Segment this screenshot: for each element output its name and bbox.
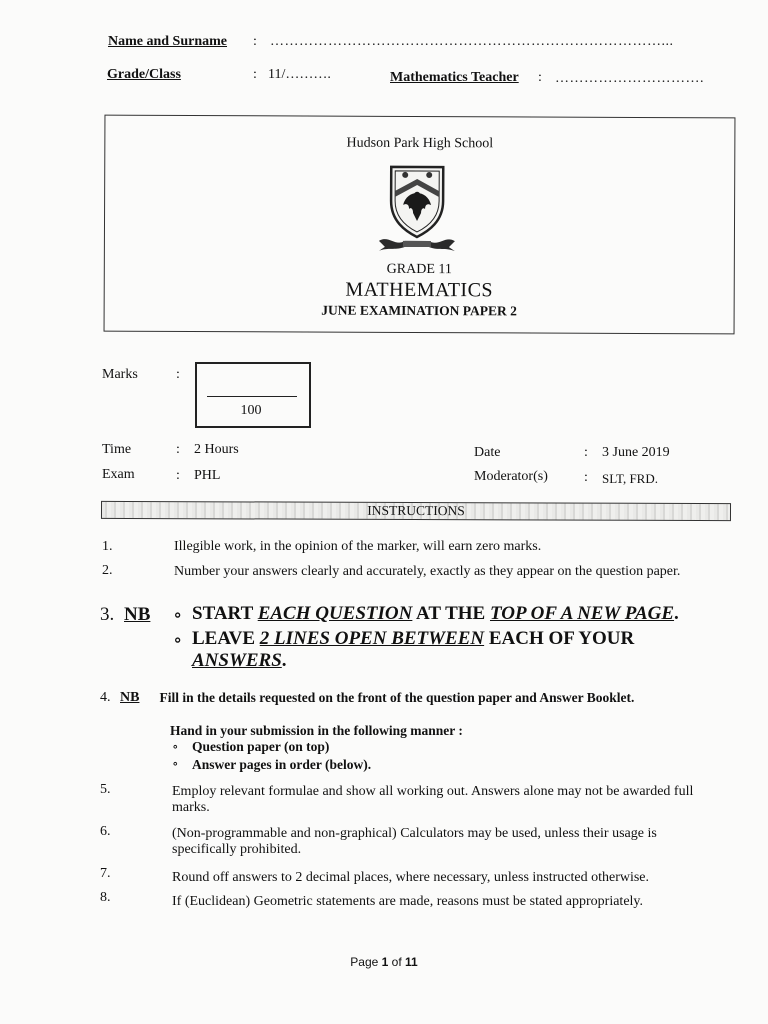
moderator-value: SLT, FRD. <box>602 471 658 486</box>
time-colon: : <box>176 442 180 457</box>
instruction-4-hand-in: Hand in your submission in the following manner : <box>170 723 463 738</box>
instruction-3b-emphasis-2: ANSWERS <box>192 650 282 671</box>
page-total: 11 <box>405 955 418 969</box>
grade-colon: : <box>253 67 257 82</box>
paper-heading: JUNE EXAMINATION PAPER 2 <box>321 302 517 319</box>
school-name: Hudson Park High School <box>346 135 494 152</box>
instruction-3a-emphasis-2: TOP OF A NEW PAGE <box>489 603 675 624</box>
instruction-4-text <box>146 690 666 705</box>
teacher-field[interactable]: …………………………. <box>555 71 704 86</box>
instruction-6-text: (Non-programmable and non-graphical) Calculators may be used, unless their usage is specifically prohibited. <box>172 826 657 857</box>
moderator-colon: : <box>584 470 588 485</box>
time-value: 2 Hours <box>194 442 239 457</box>
page-current: 1 <box>381 955 389 969</box>
marks-label: Marks <box>102 367 138 382</box>
bullet-icon: ∘ <box>172 756 179 771</box>
instruction-4-nb: NB <box>120 690 140 705</box>
teacher-colon: : <box>538 70 542 85</box>
instruction-4-bullet-b: Answer pages in order (below). <box>192 757 372 772</box>
grade-class-field[interactable]: 11/………. <box>268 67 331 82</box>
bullet-icon: ∘ <box>173 605 183 626</box>
instruction-2-number: 2. <box>102 563 113 578</box>
instruction-3a-emphasis: EACH QUESTION <box>257 603 413 624</box>
instruction-4-number: 4. <box>100 690 111 705</box>
date-value: 3 June 2019 <box>602 445 670 460</box>
instruction-3-number: 3. <box>100 604 115 625</box>
instructions-banner <box>101 501 731 521</box>
instruction-3b-emphasis: 2 LINES OPEN BETWEEN <box>259 628 485 649</box>
marks-fraction-line <box>207 396 297 397</box>
name-colon: : <box>253 34 257 49</box>
instruction-3-nb: NB <box>124 604 151 625</box>
subject-heading: MATHEMATICS <box>345 278 494 302</box>
instruction-5-number: 5. <box>100 782 111 797</box>
name-field[interactable]: ………………………………………………………………………... <box>270 34 674 49</box>
page-number <box>0 955 768 969</box>
marks-colon: : <box>176 367 180 382</box>
instructions-title: INSTRUCTIONS <box>367 502 465 519</box>
instruction-3b-text <box>192 628 634 650</box>
instruction-3a-mid: AT THE <box>412 603 490 624</box>
instruction-3a-end: . <box>674 603 679 624</box>
mathematics-teacher-label: Mathematics Teacher <box>390 70 519 85</box>
instruction-6-number: 6. <box>100 824 111 839</box>
date-colon: : <box>584 445 588 460</box>
instruction-4-body: Fill in the details requested on the front of the question paper and Answer Booklet. <box>159 690 635 705</box>
instruction-8-text: If (Euclidean) Geometric statements are made, reasons must be stated appropriately. <box>172 894 644 909</box>
school-crest-icon <box>375 161 459 251</box>
of-word: of <box>391 955 402 969</box>
instruction-4-bullet-a: Question paper (on top) <box>192 739 330 754</box>
instruction-7-number: 7. <box>100 866 111 881</box>
instruction-7-text: Round off answers to 2 decimal places, where necessary, unless instructed otherwise. <box>172 870 650 885</box>
instruction-3a-pre: START <box>192 603 258 624</box>
exam-value: PHL <box>194 468 221 483</box>
instruction-3a-text <box>192 603 679 625</box>
instruction-2-text: Number your answers clearly and accurately, exactly as they appear on the question paper. <box>174 564 681 579</box>
instruction-3b-pre: LEAVE <box>192 628 260 649</box>
exam-label: Exam <box>102 467 135 482</box>
instruction-1-text: Illegible work, in the opinion of the marker, will earn zero marks. <box>174 539 542 554</box>
date-label: Date <box>474 445 501 460</box>
instruction-3b-end: . <box>281 650 287 671</box>
title-box <box>104 115 736 335</box>
instruction-5-text: Employ relevant formulae and show all working out. Answers alone may not be awarded full marks. <box>172 784 694 815</box>
instruction-3b-continued <box>192 650 287 672</box>
bullet-icon: ∘ <box>172 739 179 754</box>
bullet-icon: ∘ <box>173 630 183 651</box>
marks-total: 100 <box>240 403 262 418</box>
page-word: Page <box>350 955 379 969</box>
instruction-3b-mid: EACH OF YOUR <box>484 628 635 649</box>
grade-class-label: Grade/Class <box>107 67 181 82</box>
time-label: Time <box>102 442 132 457</box>
grade-heading: GRADE 11 <box>386 261 452 278</box>
instruction-8-number: 8. <box>100 890 111 905</box>
exam-colon: : <box>176 468 180 483</box>
instruction-1-number: 1. <box>102 539 113 554</box>
name-surname-label: Name and Surname <box>108 34 228 49</box>
moderator-label: Moderator(s) <box>474 469 548 484</box>
